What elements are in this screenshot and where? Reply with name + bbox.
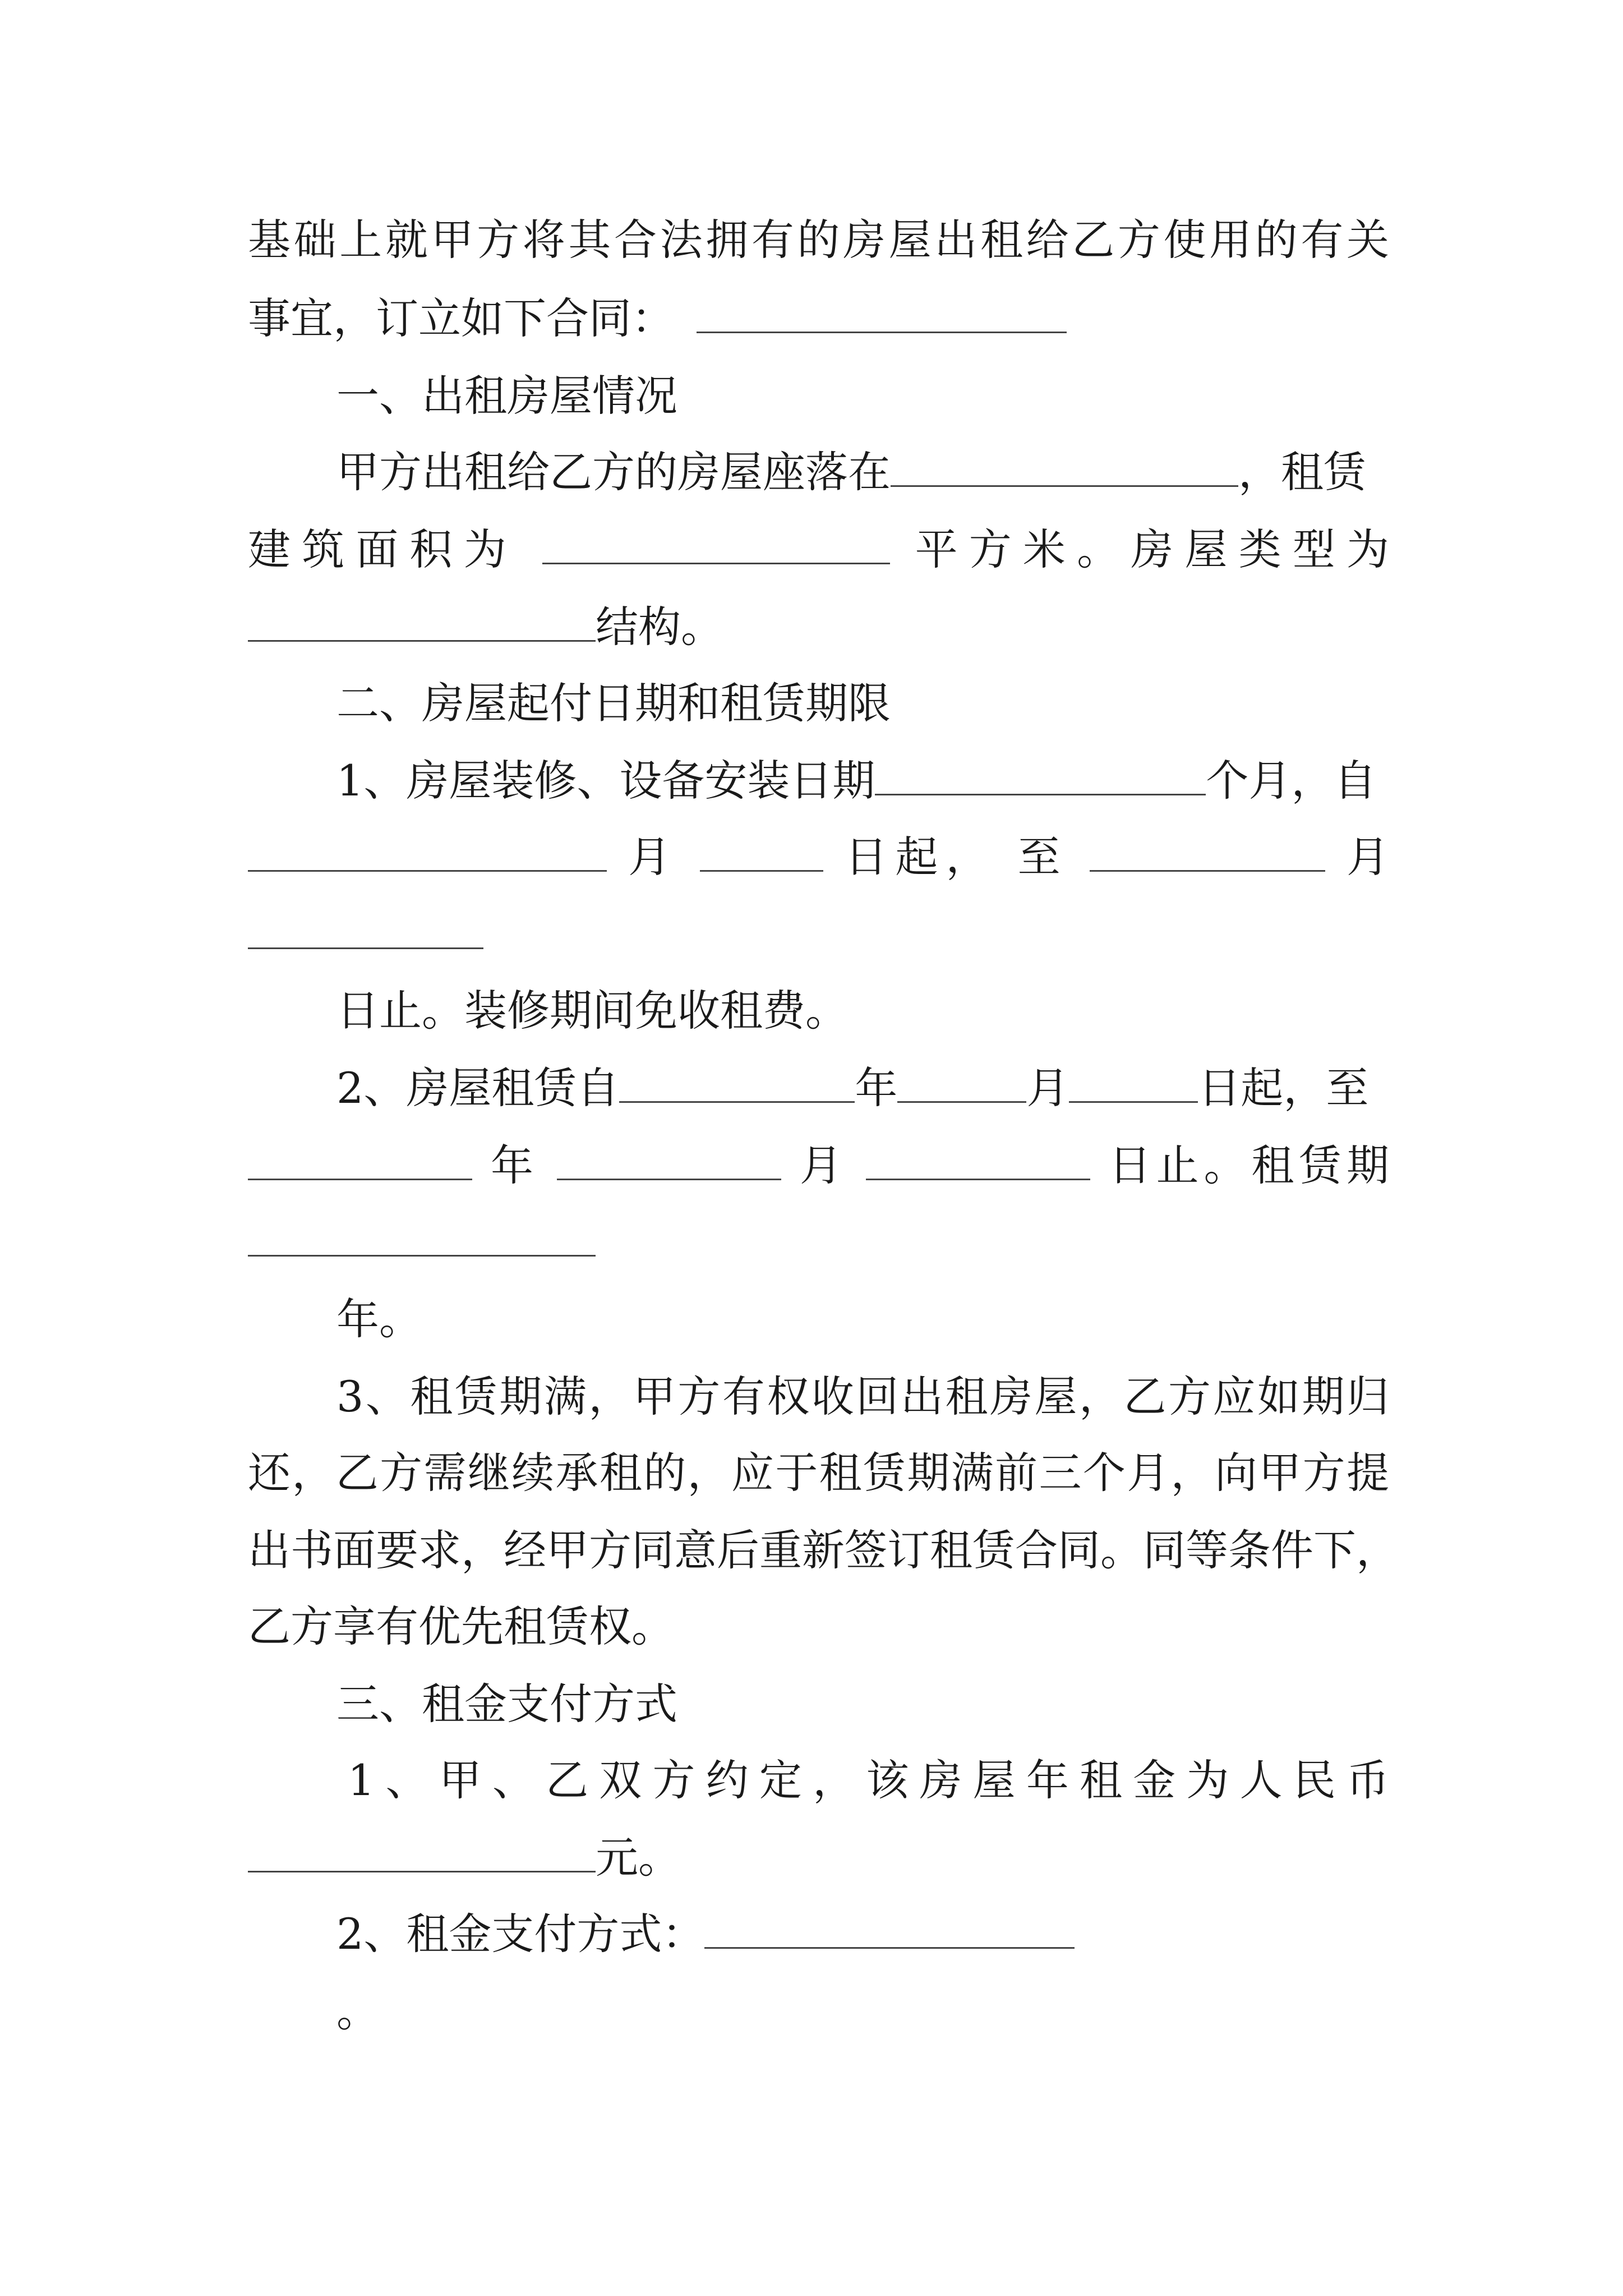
text: 元。 — [596, 1833, 681, 1883]
paragraph-line — [248, 907, 1389, 963]
paragraph-line — [336, 1291, 1389, 1347]
paragraph-line — [248, 1445, 1389, 1501]
fill-blank[interactable] — [248, 1217, 596, 1257]
text: 年 — [491, 1140, 538, 1190]
fill-blank[interactable] — [557, 1140, 781, 1180]
paragraph-line — [336, 1984, 1389, 2040]
paragraph-line — [336, 1060, 1389, 1116]
text: 月 — [1026, 1063, 1069, 1113]
section-heading — [336, 368, 1389, 424]
paragraph-line — [248, 212, 1389, 268]
text: 日起， — [845, 832, 997, 882]
fill-blank[interactable] — [619, 1063, 855, 1103]
section-heading — [336, 1676, 1389, 1732]
fill-blank[interactable] — [891, 447, 1238, 487]
paragraph-line — [336, 753, 1389, 809]
paragraph-line — [348, 1752, 1389, 1809]
paragraph-line — [248, 522, 1389, 578]
fill-blank[interactable] — [897, 1063, 1026, 1103]
text: 日起，至 — [1198, 1063, 1369, 1113]
text: ，租赁 — [1238, 447, 1366, 497]
text: 3、租赁期满，甲方有权收回出租房屋，乙方应如期归 — [336, 1372, 1389, 1421]
text: 年 — [855, 1063, 898, 1113]
text: 甲方出租给乙方的房屋座落在 — [336, 447, 891, 497]
text: 事宜，订立如下合同： — [248, 293, 674, 343]
text: 月 — [628, 832, 679, 882]
text: 1、甲、乙双方约定，该房屋年租金为人民币 — [348, 1755, 1389, 1805]
fill-blank[interactable] — [704, 1909, 1075, 1949]
text: 2、房屋租赁自 — [336, 1063, 620, 1113]
paragraph-line — [248, 1522, 1399, 1579]
fill-blank[interactable] — [700, 832, 823, 872]
fill-blank[interactable] — [866, 1140, 1090, 1180]
text: 月 — [1346, 832, 1389, 882]
fill-blank[interactable] — [248, 1140, 472, 1180]
text: 月 — [799, 1140, 847, 1190]
text: 乙方享有优先租赁权。 — [248, 1602, 674, 1651]
text: 建筑面积为 — [248, 524, 518, 574]
fill-blank[interactable] — [542, 524, 890, 564]
paragraph-line — [248, 1830, 1389, 1886]
fill-blank[interactable] — [1090, 832, 1325, 872]
text: 个月，自 — [1206, 756, 1377, 806]
text: 。 — [336, 1986, 379, 2036]
fill-blank[interactable] — [1069, 1063, 1198, 1103]
paragraph-line — [248, 829, 1389, 885]
text: 出书面要求，经甲方同意后重新签订租赁合同。同等条件下， — [248, 1525, 1399, 1575]
text: 日止。租赁期 — [1108, 1140, 1390, 1190]
fill-blank[interactable] — [875, 756, 1206, 795]
heading-text: 三、租金支付方式 — [336, 1679, 677, 1729]
heading-text: 二、房屋起付日期和租赁期限 — [336, 678, 891, 728]
text: 还，乙方需继续承租的，应于租赁期满前三个月，向甲方提 — [248, 1448, 1389, 1498]
heading-text: 一、出租房屋情况 — [336, 371, 677, 421]
fill-blank[interactable] — [248, 602, 596, 642]
paragraph-line — [248, 1138, 1389, 1194]
text: 结构。 — [596, 602, 723, 652]
text: 1、房屋装修、设备安装日期 — [336, 756, 875, 806]
paragraph-line — [248, 1214, 1389, 1270]
paragraph-line — [336, 983, 1389, 1039]
paragraph-line — [248, 291, 1389, 347]
text: 基础上就甲方将其合法拥有的房屋出租给乙方使用的有关 — [248, 215, 1389, 265]
text: 日止。装修期间免收租费。 — [336, 986, 848, 1036]
text: 至 — [1017, 832, 1068, 882]
fill-blank[interactable] — [697, 293, 1067, 333]
text: 平方米。房屋类型为 — [915, 524, 1389, 574]
paragraph-line — [248, 1599, 1389, 1655]
text: 2、租金支付方式： — [336, 1909, 705, 1959]
paragraph-line — [336, 1369, 1389, 1425]
fill-blank[interactable] — [248, 832, 607, 872]
paragraph-line — [248, 599, 1389, 655]
paragraph-line — [336, 444, 1389, 500]
fill-blank[interactable] — [248, 1833, 596, 1872]
section-heading — [336, 675, 1389, 731]
text: 年。 — [336, 1294, 422, 1344]
paragraph-line — [336, 1906, 1389, 1962]
fill-blank[interactable] — [248, 909, 483, 949]
